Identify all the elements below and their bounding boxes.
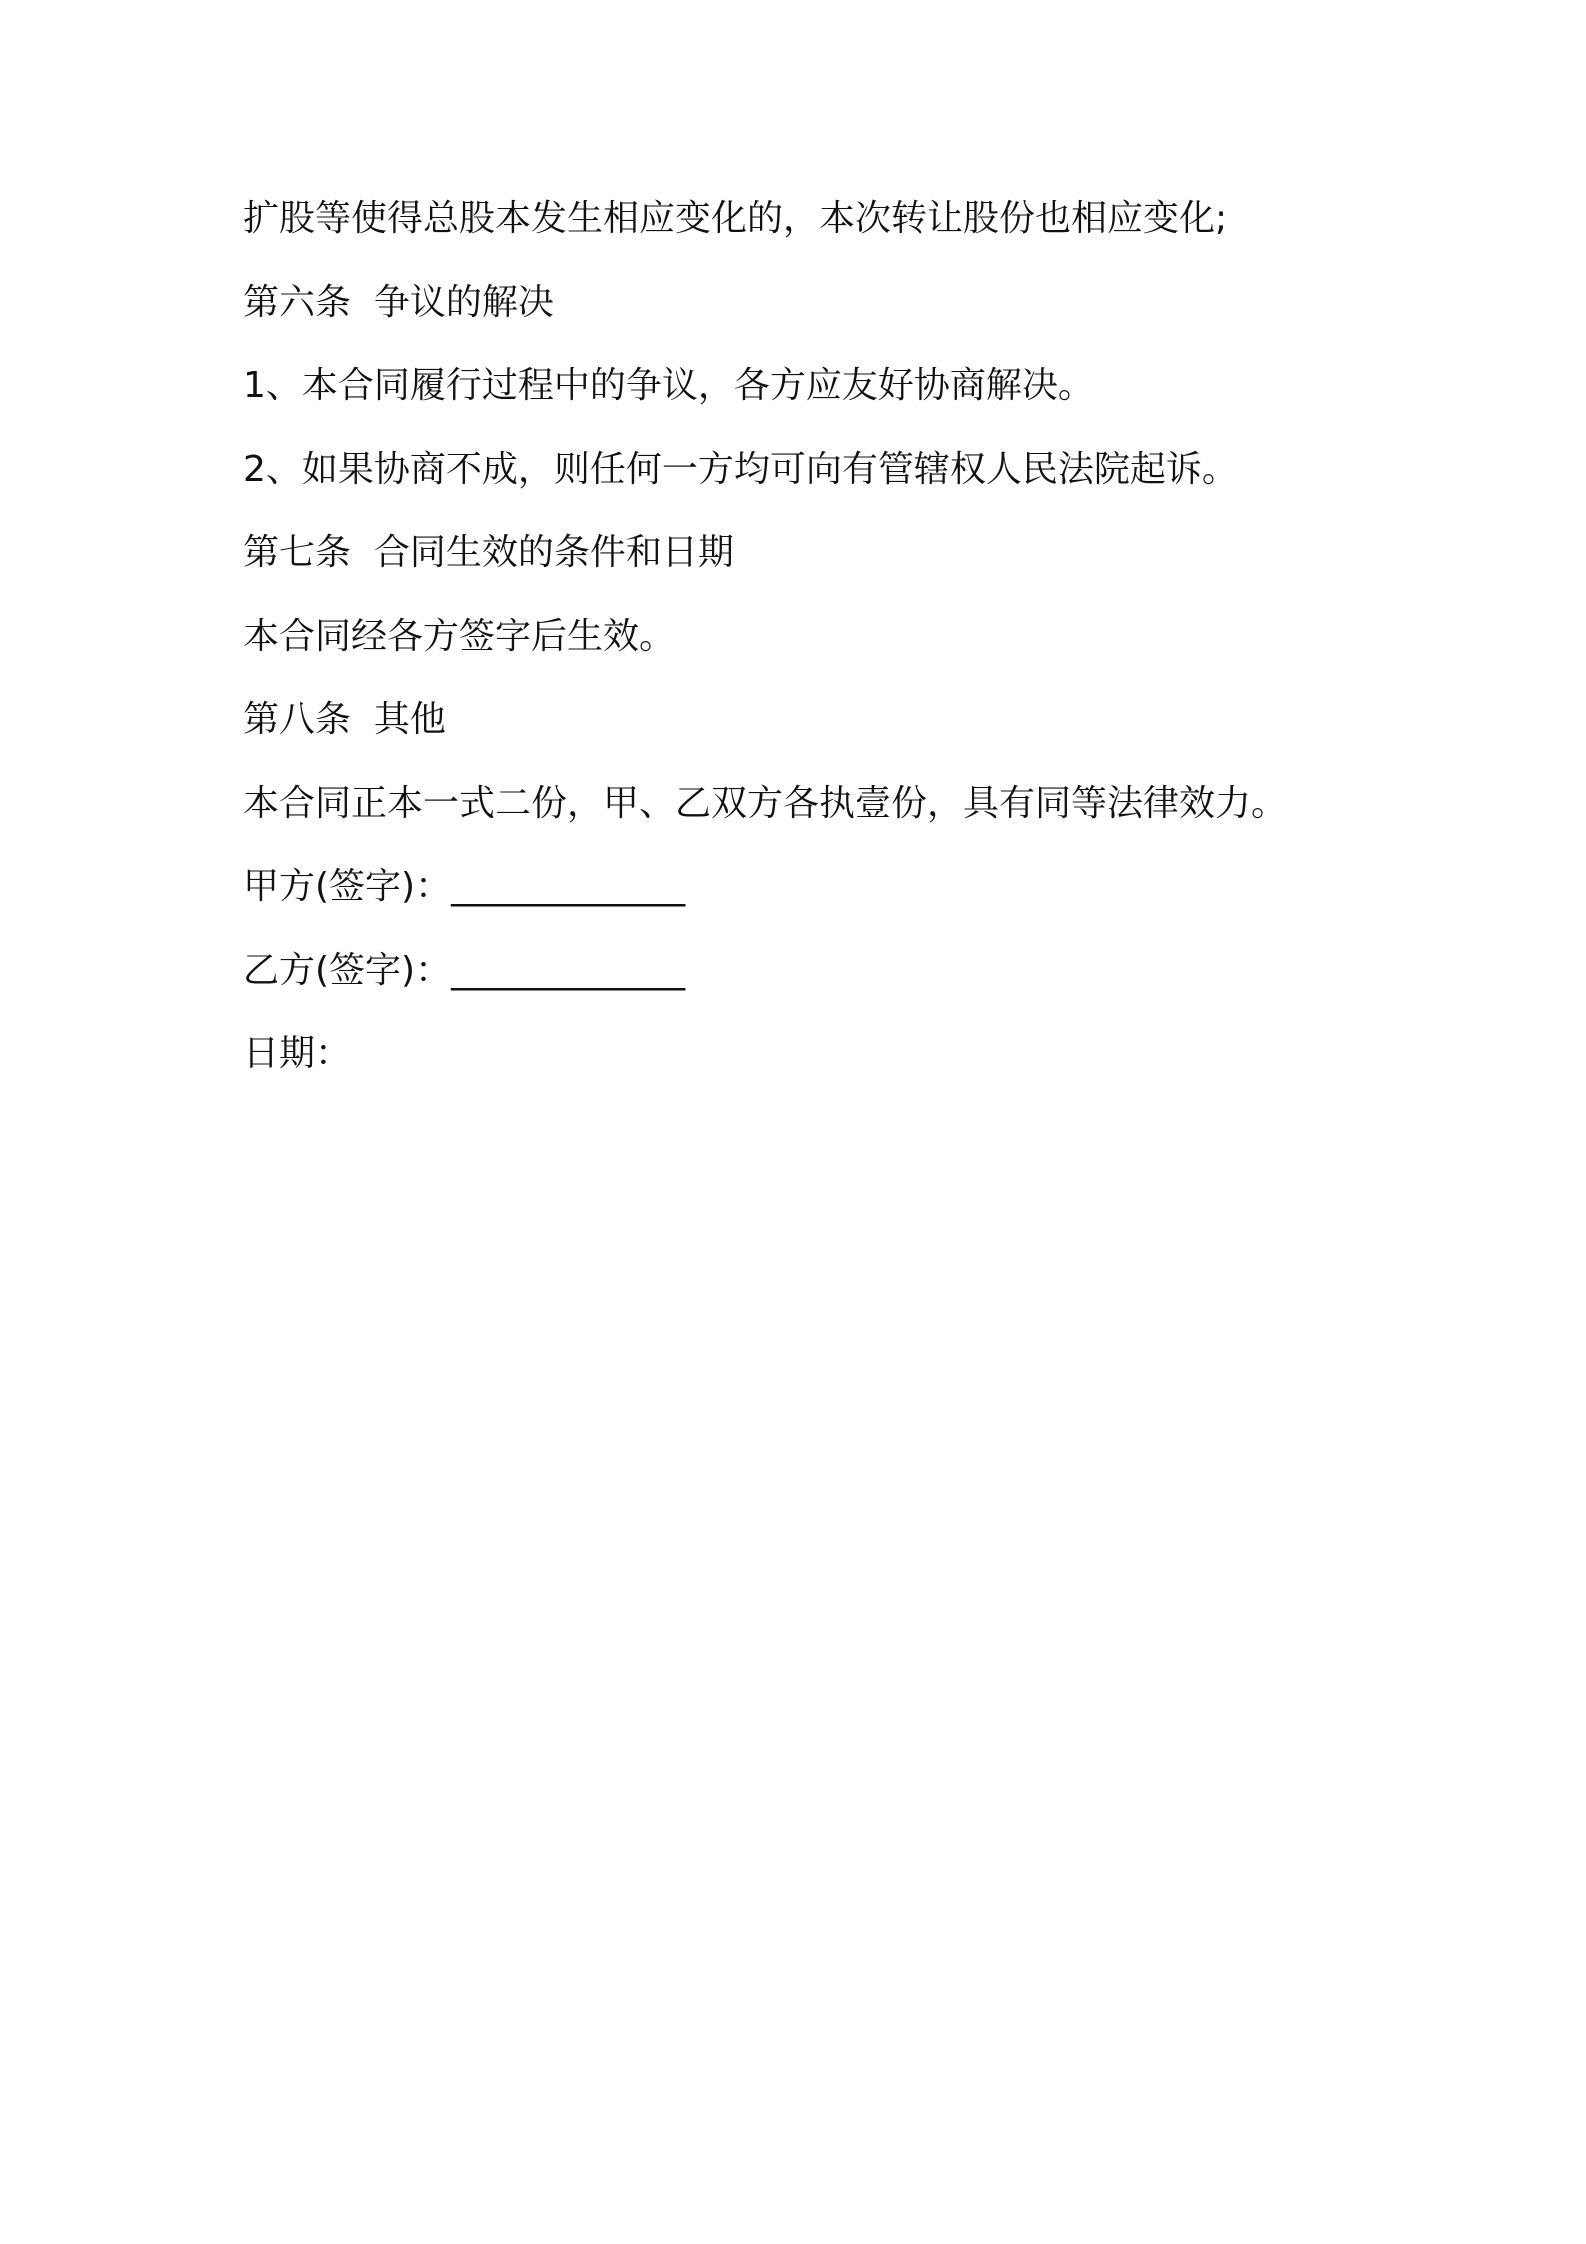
party-b-signature-line: 乙方(签字)：_____________ [243, 949, 686, 991]
article-six-clause-2: 2、如果协商不成，则任何一方均可向有管辖权人民法院起诉。 [243, 448, 1238, 490]
article-six-heading: 第六条 争议的解决 [243, 281, 554, 323]
date-line: 日期： [243, 1033, 352, 1074]
article-eight-text: 本合同正本一式二份，甲、乙双方各执壹份，具有同等法律效力。 [243, 782, 1288, 824]
article-seven-heading: 第七条 合同生效的条件和日期 [243, 532, 734, 573]
article-six-clause-1: 1、本合同履行过程中的争议，各方应友好协商解决。 [243, 365, 1094, 406]
party-a-signature-line: 甲方(签字)：_____________ [243, 866, 686, 907]
article-eight-heading: 第八条 其他 [243, 699, 446, 740]
paragraph-continuation: 扩股等使得总股本发生相应变化的，本次转让股份也相应变化; [243, 198, 1228, 239]
document-body [243, 196, 1383, 1115]
article-seven-text: 本合同经各方签字后生效。 [243, 615, 676, 657]
